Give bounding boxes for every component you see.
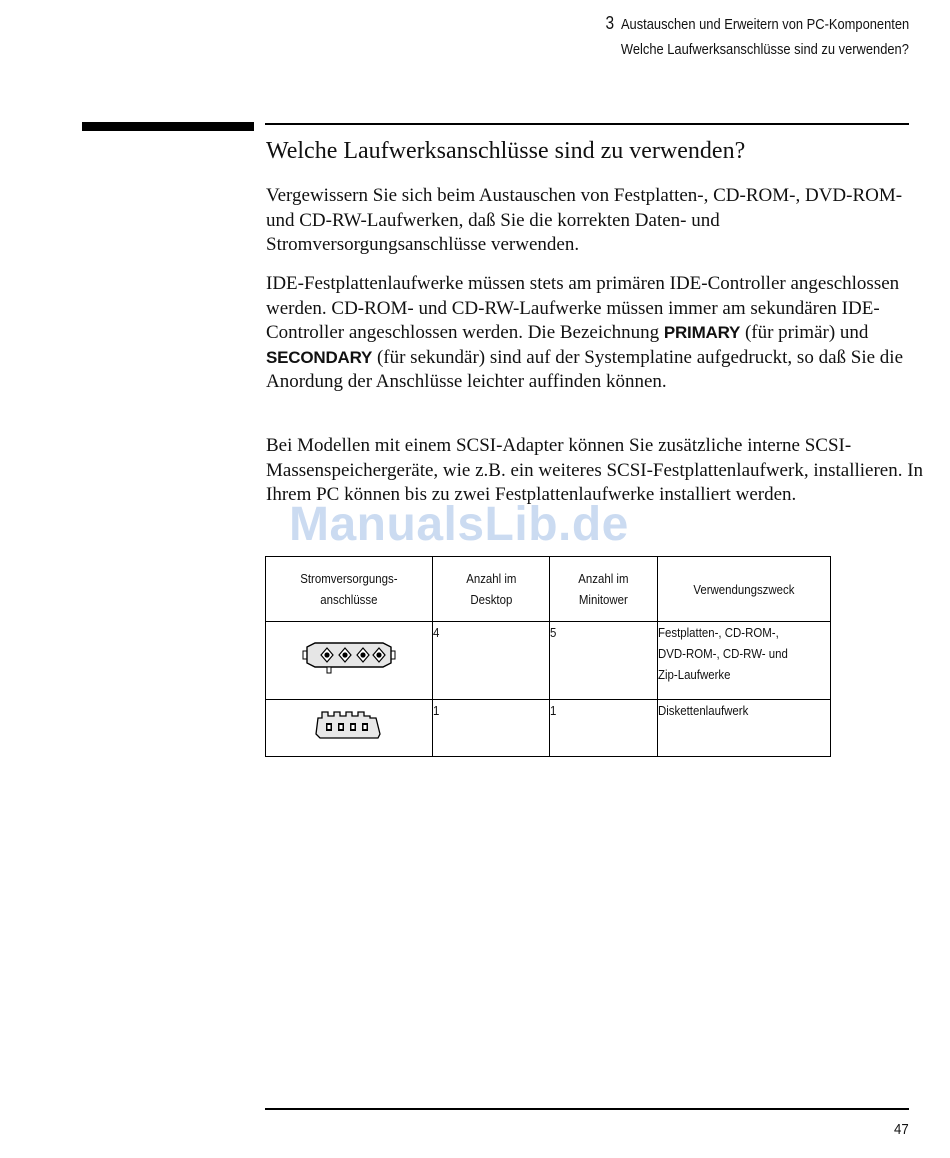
header-power-connectors bbox=[276, 568, 422, 610]
header-text: Anzahl im Minitower bbox=[578, 571, 629, 607]
usage-cell bbox=[658, 700, 831, 757]
paragraph-2 bbox=[266, 272, 926, 395]
header-cell bbox=[550, 557, 658, 622]
cell-text: Festplatten-, CD-ROM-, DVD-ROM-, CD-RW- und Zip-Laufwerke bbox=[658, 625, 789, 682]
section-marker-bar bbox=[82, 122, 254, 131]
desktop-count bbox=[432, 700, 550, 757]
cell-text: 1 bbox=[550, 703, 557, 718]
table-row bbox=[266, 700, 831, 757]
desktop-count bbox=[432, 622, 550, 700]
minitower-count bbox=[550, 622, 658, 700]
chapter-number: 3 bbox=[605, 13, 614, 33]
primary-label: PRIMARY bbox=[663, 323, 741, 343]
table-row bbox=[266, 622, 831, 700]
paragraph-2-text-b: (für primär) und bbox=[740, 322, 869, 344]
header-text: Verwendungszweck bbox=[693, 581, 795, 597]
paragraph-1: Vergewissern Sie sich beim Austauschen von Festplatten-, CD-ROM-, DVD-ROM- und CD-RW-Laufwerken, daß Sie die korrekten Daten- und Stromversorgungsanschlüsse verwenden. bbox=[266, 185, 903, 256]
paragraph-3: Bei Modellen mit einem SCSI-Adapter können Sie zusätzliche interne SCSI-Massenspeichergeräte, wie z.B. ein weiteres SCSI-Festplattenlaufwerk, installieren. In Ihrem PC können bis zu zwei Festplattenlaufwerke installiert werden. bbox=[266, 435, 924, 506]
watermark: ManualsLib.de bbox=[289, 498, 629, 551]
table-header-row bbox=[266, 557, 831, 622]
paragraph-2-text-c: (für sekundär) sind auf der Systemplatine aufgedruckt, so daß Sie die Anordung der Anschlüsse leichter auffinden können. bbox=[266, 346, 903, 393]
header-cell bbox=[266, 557, 433, 622]
cell-text: Diskettenlaufwerk bbox=[658, 703, 749, 718]
section-title: Welche Laufwerksanschlüsse sind zu verwenden? bbox=[620, 41, 909, 58]
connector-table bbox=[265, 556, 831, 757]
header-text: Stromversorgungs- anschlüsse bbox=[300, 571, 398, 607]
header-cell bbox=[432, 557, 550, 622]
floppy-power-connector-icon bbox=[314, 708, 384, 742]
connector-cell bbox=[266, 622, 433, 700]
top-divider bbox=[265, 123, 909, 125]
header-text: Anzahl im Desktop bbox=[465, 571, 517, 607]
header-usage bbox=[669, 579, 820, 600]
header-minitower bbox=[557, 568, 651, 610]
4-pin-power-connector-icon bbox=[301, 641, 397, 675]
page-number: 47 bbox=[894, 1121, 909, 1138]
page-title: Welche Laufwerksanschlüsse sind zu verwenden? bbox=[266, 138, 746, 164]
secondary-label: SECONDARY bbox=[266, 347, 373, 367]
chapter-title: Austauschen und Erweitern von PC-Komponenten bbox=[620, 16, 909, 33]
cell-text: 5 bbox=[550, 625, 557, 640]
connector-cell bbox=[266, 700, 433, 757]
minitower-count bbox=[550, 700, 658, 757]
footer-divider bbox=[265, 1108, 909, 1110]
paragraph-2-text-a: IDE-Festplattenlaufwerke müssen stets am primären IDE-Controller angeschlossen werden. CD-ROM- und CD-RW-Laufwerke müssen immer am sekundären IDE-Controller angeschlossen werden. Die Bezeichnung bbox=[266, 273, 900, 344]
header-cell bbox=[658, 557, 831, 622]
cell-text: 1 bbox=[432, 703, 440, 718]
header-desktop bbox=[440, 568, 543, 610]
chapter-heading bbox=[605, 13, 909, 34]
usage-cell bbox=[658, 622, 831, 700]
cell-text: 4 bbox=[432, 625, 440, 640]
